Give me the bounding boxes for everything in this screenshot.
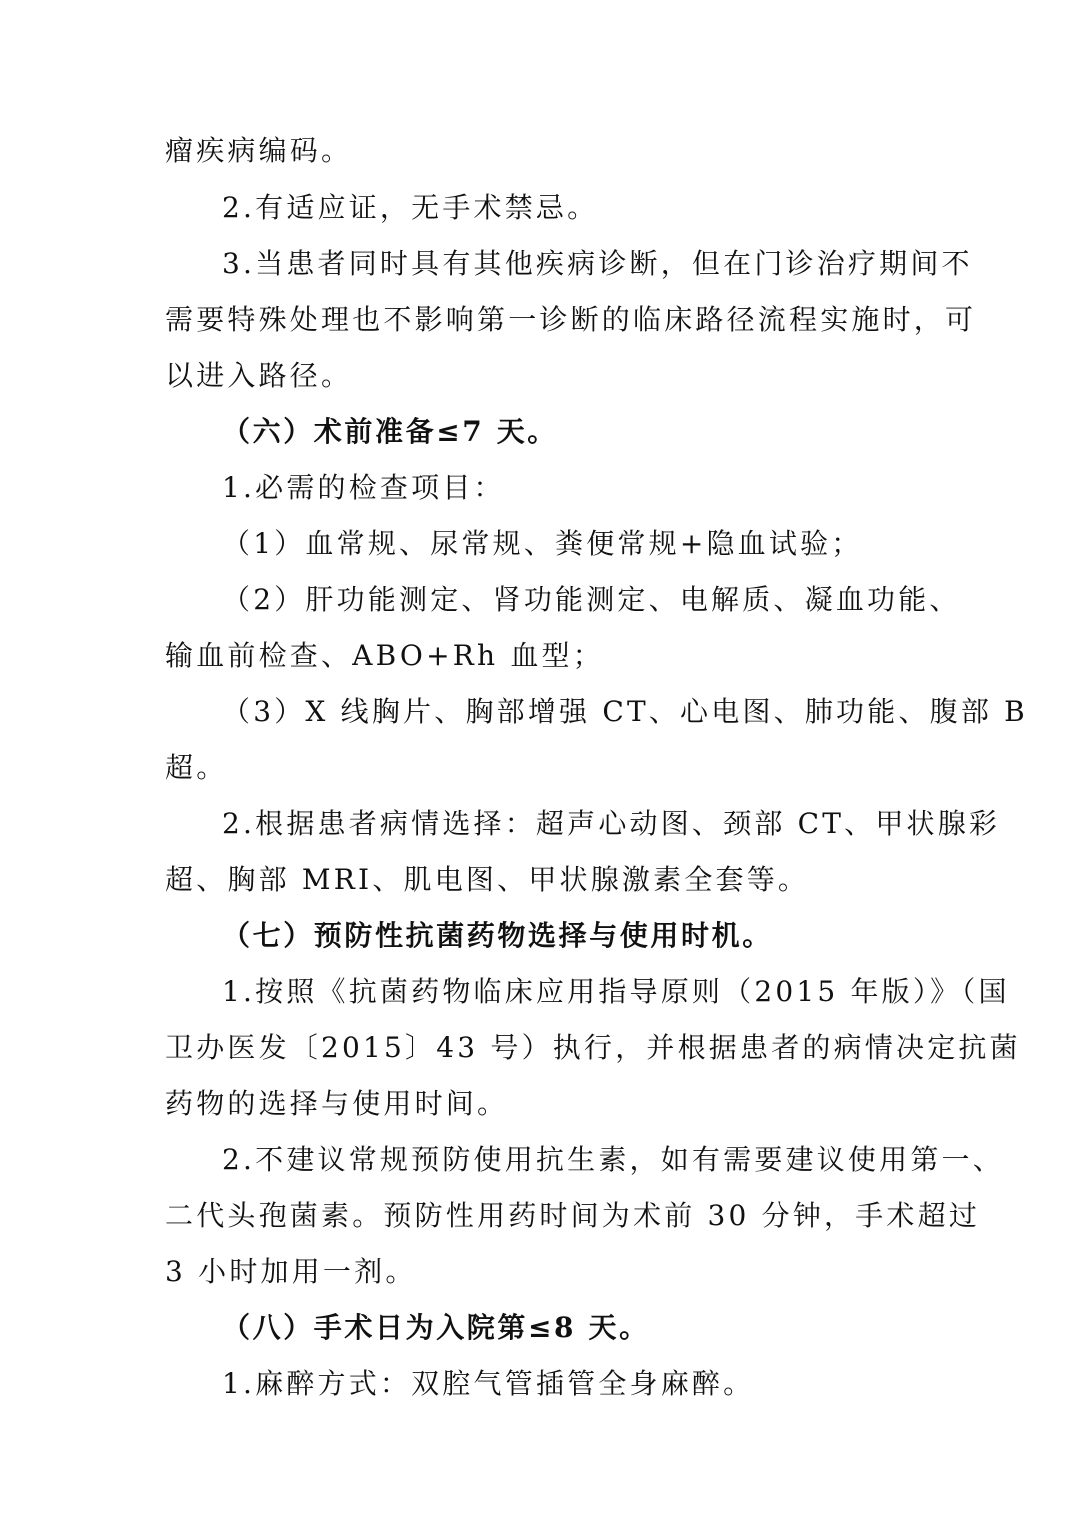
sub-list-item: （3）X 线胸片、胸部增强 CT、心电图、肺功能、腹部 B: [222, 695, 1028, 728]
section-heading-6: （六）术前准备≤7 天。: [222, 415, 558, 448]
paragraph-line: 药物的选择与使用时间。: [165, 1087, 509, 1120]
list-item: 3.当患者同时具有其他疾病诊断，但在门诊治疗期间不: [222, 247, 973, 280]
sub-list-item: （2）肝功能测定、肾功能测定、电解质、凝血功能、: [222, 583, 961, 616]
section-heading-7: （七）预防性抗菌药物选择与使用时机。: [222, 919, 773, 952]
list-item: 2.不建议常规预防使用抗生素，如有需要建议使用第一、: [222, 1143, 1004, 1176]
list-item: 1.必需的检查项目：: [222, 471, 505, 504]
paragraph-line: 超、胸部 MRI、肌电图、甲状腺激素全套等。: [165, 863, 810, 896]
paragraph-line: 需要特殊处理也不影响第一诊断的临床路径流程实施时，可: [165, 303, 977, 336]
list-item: 2.根据患者病情选择：超声心动图、颈部 CT、甲状腺彩: [222, 807, 1001, 840]
paragraph-line: 二代头孢菌素。预防性用药时间为术前 30 分钟，手术超过: [165, 1199, 981, 1232]
list-item: 2.有适应证，无手术禁忌。: [222, 191, 599, 224]
paragraph-line: 卫办医发〔2015〕43 号）执行，并根据患者的病情决定抗菌: [165, 1031, 1021, 1064]
paragraph-continuation: 瘤疾病编码。: [165, 134, 353, 167]
list-item: 1.麻醉方式：双腔气管插管全身麻醉。: [222, 1367, 755, 1400]
paragraph-line: 超。: [165, 751, 228, 784]
list-item: 1.按照《抗菌药物临床应用指导原则（2015 年版）》（国: [222, 975, 1010, 1008]
sub-list-item: （1）血常规、尿常规、粪便常规+隐血试验；: [222, 527, 863, 560]
paragraph-line: 输血前检查、ABO+Rh 血型；: [165, 639, 604, 672]
section-heading-8: （八）手术日为入院第≤8 天。: [222, 1311, 650, 1344]
paragraph-line: 以进入路径。: [165, 359, 353, 392]
paragraph-line: 3 小时加用一剂。: [165, 1255, 417, 1288]
